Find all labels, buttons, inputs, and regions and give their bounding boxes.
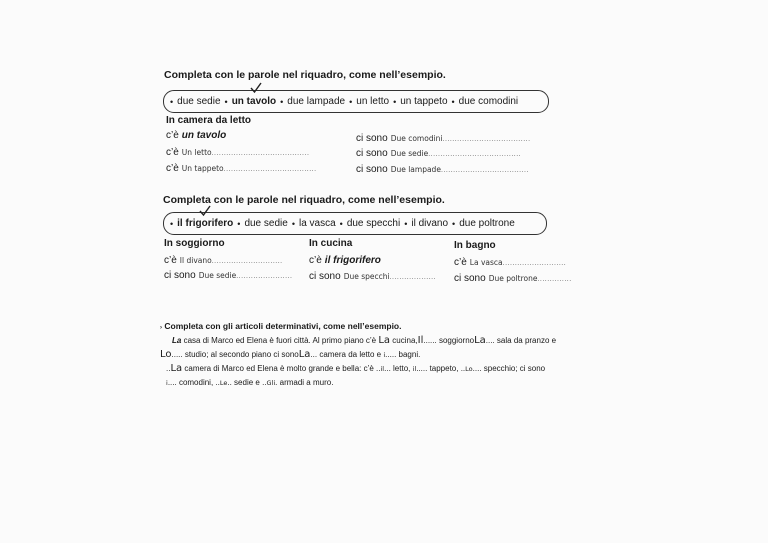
bullet-icon: › [160, 325, 162, 331]
dotted-line: ................... [389, 274, 437, 281]
paragraph-line: Lo..... studio; al secondo piano ci sonoLa... camera da letto e i..... bagni. [160, 349, 421, 360]
handwritten-answer: Due sedie [198, 271, 237, 280]
handwritten-article: La [474, 335, 486, 346]
row-lead: c’è [454, 257, 467, 268]
dotted-line: .......................... [502, 260, 567, 267]
word: un tappeto [400, 96, 448, 107]
paragraph-text: bagni. [398, 350, 421, 359]
handwritten-article: La [378, 335, 391, 346]
answer-row [356, 133, 531, 144]
handwritten-answer: Due comodini [390, 134, 443, 143]
exercise-3-paragraph [160, 334, 600, 390]
example-answer: il frigorifero [324, 255, 381, 266]
row-lead: c’è [166, 130, 179, 141]
row-lead: ci sono [356, 148, 388, 159]
dotted-line: ...................................... [428, 151, 522, 158]
example-article: La [172, 336, 182, 345]
row-lead: c’è [166, 147, 179, 158]
dotted-line: .............. [537, 276, 572, 283]
row-lead: ci sono [356, 164, 388, 175]
room-label: In camera da letto [166, 115, 252, 126]
room-label: In soggiorno [164, 238, 225, 249]
handwritten-article: Gli [266, 379, 276, 387]
paragraph-text: specchio; ci sono [483, 364, 546, 373]
handwritten-article: Il [417, 335, 424, 346]
handwritten-answer: Due specchi [343, 272, 390, 281]
room-label: In bagno [454, 240, 496, 251]
paragraph-text: armadi a muro. [279, 378, 334, 387]
paragraph-text: tappeto, [429, 364, 459, 373]
answer-row [164, 270, 292, 281]
checkmark-icon [250, 82, 262, 94]
word: due poltrone [459, 218, 515, 229]
dotted-line: ...................................... [223, 166, 317, 173]
room-label: In cucina [309, 238, 353, 249]
word: un letto [356, 96, 390, 107]
answer-row [309, 271, 436, 282]
handwritten-answer: Un tappeto [181, 164, 224, 173]
handwritten-answer: Il divano [179, 256, 212, 265]
word-example: il frigorifero [177, 218, 234, 229]
handwritten-article: La [170, 363, 183, 374]
word: due sedie [177, 96, 221, 107]
word: il divano [411, 218, 449, 229]
paragraph-text: cucina, [392, 336, 418, 345]
handwritten-answer: Due sedie [390, 149, 429, 158]
exercise-2-title: Completa con le parole nel riquadro, come nell’esempio. [163, 194, 445, 206]
paragraph-text: sala da pranzo e [496, 336, 557, 345]
answer-row [454, 273, 572, 284]
row-lead: c’è [164, 255, 177, 266]
answer-row [356, 164, 529, 175]
answer-row [166, 147, 309, 158]
word: due lampade [287, 96, 346, 107]
handwritten-article: i [383, 351, 386, 359]
handwritten-article: i [166, 379, 168, 387]
paragraph-line: i.... comodini, ..Le.. sedie e ..Gli. armadi a muro. [166, 378, 334, 387]
exercise-2-word-box: • il frigorifero • due sedie • la vasca • due specchi • il divano • due poltrone [163, 212, 547, 235]
row-lead: ci sono [356, 133, 388, 144]
paragraph-text: studio; al secondo piano ci sono [184, 350, 299, 359]
paragraph-line: La casa di Marco ed Elena è fuori città. Al primo piano c’è La cucina,Il...... soggiornoLa.... sala da pranzo e [172, 335, 557, 346]
handwritten-article: Le [219, 379, 228, 387]
paragraph-text: soggiorno [438, 336, 475, 345]
word: la vasca [298, 218, 336, 229]
answer-row [166, 163, 317, 174]
paragraph-text: letto, [393, 364, 411, 373]
row-lead: ci sono [454, 273, 486, 284]
row-lead: ci sono [309, 271, 341, 282]
paragraph-text: camera da letto e [319, 350, 382, 359]
answer-row [454, 257, 566, 268]
handwritten-article: La [298, 349, 311, 360]
dotted-line: ............................. [211, 258, 283, 265]
dotted-line: ....................... [236, 273, 293, 280]
answer-row [356, 148, 521, 159]
answer-row [164, 255, 283, 266]
paragraph-text: sedie e [234, 378, 260, 387]
paragraph-text: comodini, [178, 378, 214, 387]
handwritten-answer: Due lampade [390, 165, 441, 174]
word: due sedie [244, 218, 288, 229]
handwritten-answer: Due poltrone [488, 274, 538, 283]
row-lead: ci sono [164, 270, 196, 281]
paragraph-text: camera di Marco ed Elena è molto grande e bella: c’è [184, 364, 374, 373]
row-lead: c’è [166, 163, 179, 174]
exercise-1-title: Completa con le parole nel riquadro, come nell’esempio. [164, 69, 446, 81]
handwritten-article: il [412, 365, 417, 373]
paragraph-text: casa di Marco ed Elena è fuori città. Al primo piano c’è [183, 336, 377, 345]
word: due specchi [346, 218, 401, 229]
paragraph-line: ..La camera di Marco ed Elena è molto grande e bella: c’è ..il... letto, il..... tappeto, ..Lo.... specchio; ci sono [166, 363, 546, 374]
dotted-line: ........................................ [211, 150, 310, 157]
handwritten-answer: Un letto [181, 148, 212, 157]
handwritten-article: Lo [160, 349, 172, 360]
exercise-3-title [160, 321, 402, 331]
handwritten-article: Lo [465, 365, 473, 373]
example-answer: un tavolo [181, 130, 227, 141]
handwritten-article: il [380, 365, 385, 373]
answer-row [166, 130, 226, 141]
row-lead: c’è [309, 255, 322, 266]
dotted-line: .................................... [440, 167, 529, 174]
exercise-3-title-text: Completa con gli articoli determinativi, come nell’esempio. [164, 321, 402, 331]
exercise-1-word-box: • due sedie • un tavolo • due lampade • un letto • un tappeto • due comodini [163, 90, 549, 113]
answer-row [309, 255, 381, 266]
word-example: un tavolo [231, 96, 277, 107]
dotted-line: .................................... [442, 136, 531, 143]
word: due comodini [458, 96, 519, 107]
handwritten-answer: La vasca [469, 258, 503, 267]
checkmark-icon [199, 205, 211, 217]
